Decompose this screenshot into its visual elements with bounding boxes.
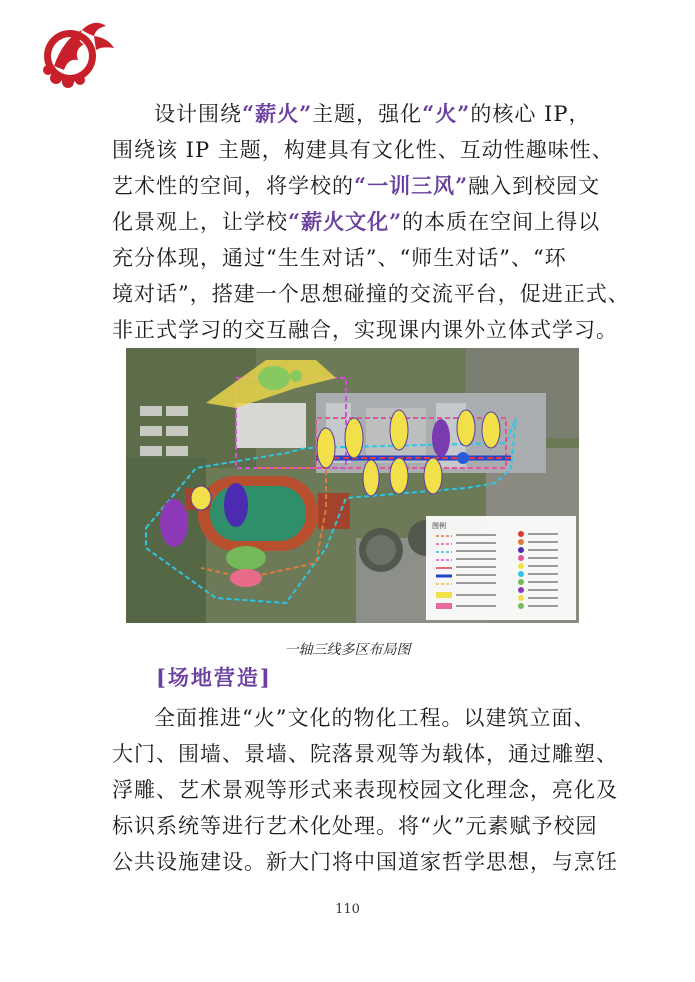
text-segment: 充分体现，通过“生生对话”、“师生对话”、“环	[112, 246, 567, 270]
paragraph-line: 大门、围墙、景墙、院落景观等为载体，通过雕塑、	[112, 742, 618, 766]
text-segment: 的本质在空间上得以	[402, 210, 601, 234]
paragraph-line	[112, 96, 591, 132]
paragraph-line	[112, 312, 618, 348]
paragraph-line	[112, 276, 630, 312]
text-segment: 设计围绕	[154, 102, 242, 126]
paragraph-line: 浮雕、艺术景观等形式来表现校园文化理念，亮化及	[112, 778, 618, 802]
text-segment: 主题，强化	[312, 102, 423, 126]
text-segment: 境对话”，搭建一个思想碰撞的交流平台，促进正式、	[112, 282, 630, 306]
highlighted-term: “薪火文化”	[288, 209, 403, 234]
text-segment: 围绕该 IP 主题，构建具有文化性、互动性趣味性、	[112, 138, 614, 162]
site-construction-paragraph	[112, 700, 618, 880]
paragraph-line: 全面推进“火”文化的物化工程。以建筑立面、	[154, 706, 596, 730]
campus-layout-map	[126, 348, 579, 623]
paragraph-line	[112, 204, 601, 240]
page-number: 110	[335, 902, 360, 917]
section-heading: [场地营造]	[156, 665, 272, 690]
text-segment: 非正式学习的交互融合，实现课内课外立体式学习。	[112, 318, 618, 342]
text-segment: 艺术性的空间，将学校的	[112, 174, 354, 198]
highlighted-term: “一训三风”	[354, 173, 469, 198]
svg-text:图例: 图例	[432, 522, 446, 530]
paragraph-line: 标识系统等进行艺术化处理。将“火”元素赋予校园	[112, 814, 598, 838]
text-segment: 融入到校园文	[468, 174, 601, 198]
paragraph-line	[112, 132, 614, 168]
figure-caption: 一轴三线多区布局图	[284, 642, 411, 658]
paragraph-line	[112, 240, 582, 276]
highlighted-term: “薪火”	[242, 101, 313, 126]
paragraph-line: 公共设施建设。新大门将中国道家哲学思想，与烹饪	[112, 850, 618, 874]
text-segment: 的核心 IP，	[470, 102, 591, 126]
paragraph-line	[112, 168, 601, 204]
highlighted-term: “火”	[422, 101, 471, 126]
text-segment: 化景观上，让学校	[112, 210, 288, 234]
intro-paragraph	[112, 96, 630, 348]
phoenix-logo-icon	[34, 8, 124, 88]
